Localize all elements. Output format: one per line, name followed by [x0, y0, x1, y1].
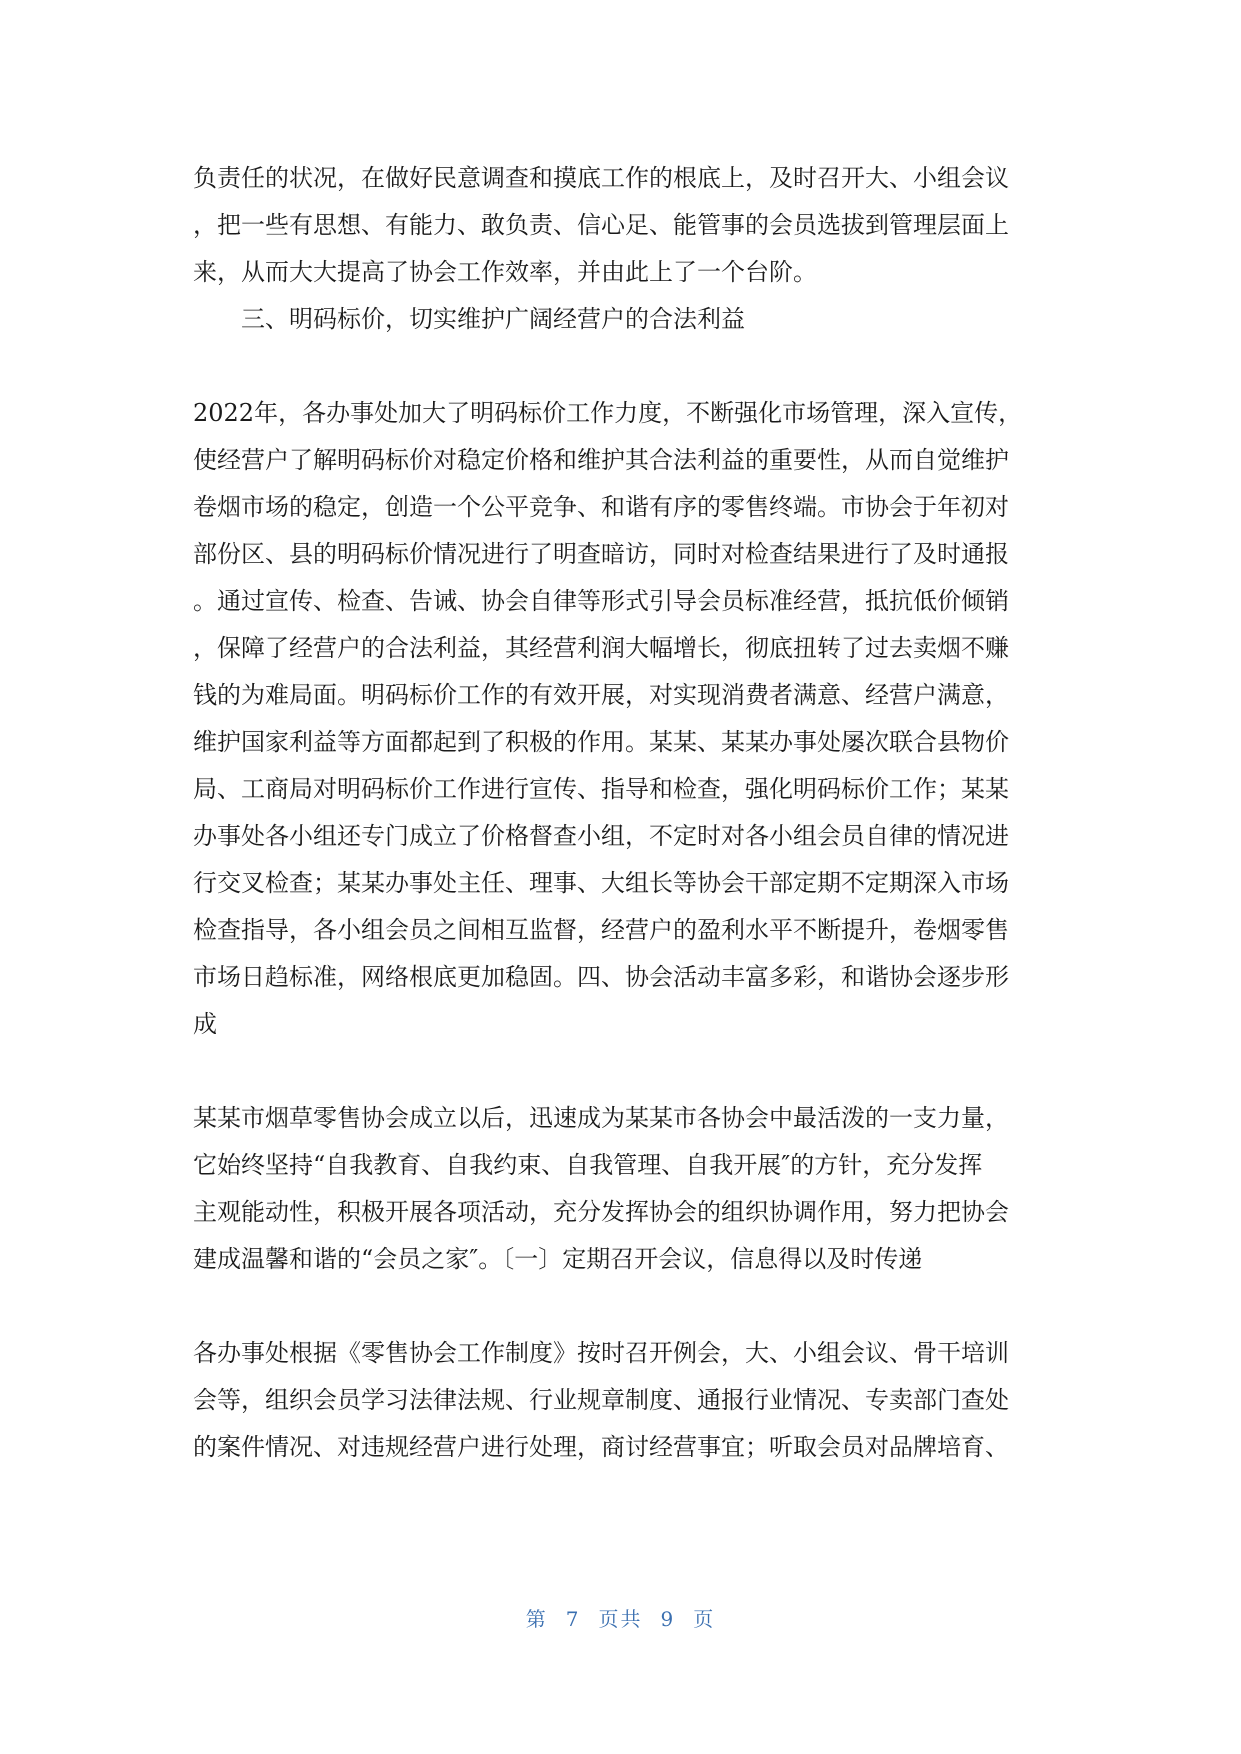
text-line: 钱的为难局面。明码标价工作的有效开展，对实现消费者满意、经营户满意， [193, 681, 1009, 709]
paragraph-3 [193, 1095, 1048, 1283]
paragraph-gap [193, 1048, 1048, 1095]
text-line: 会等，组织会员学习法律法规、行业规章制度、通报行业情况、专卖部门查处 [193, 1386, 1009, 1414]
paragraph-1 [193, 155, 1048, 296]
footer-prefix: 第 [525, 1607, 548, 1631]
text-line: 的案件情况、对违规经营户进行处理，商讨经营事宜；听取会员对品牌培育、 [193, 1433, 1009, 1461]
text-line: 各办事处根据《零售协会工作制度》按时召开例会，大、小组会议、骨干培训 [193, 1339, 1009, 1367]
current-page-number: 7 [565, 1607, 581, 1631]
text-line: 部份区、县的明码标价情况进行了明查暗访，同时对检查结果进行了及时通报 [193, 540, 1009, 568]
text-line: 市场日趋标准，网络根底更加稳固。四、协会活动丰富多彩，和谐协会逐步形 [193, 963, 1009, 991]
document-body [193, 155, 1048, 1471]
text-line: 主观能动性，积极开展各项活动，充分发挥协会的组织协调作用，努力把协会 [193, 1198, 1009, 1226]
text-line: 行交叉检查；某某办事处主任、理事、大组长等协会干部定期不定期深入市场 [193, 869, 1009, 897]
paragraph-2 [193, 390, 1048, 1048]
text-line: 。通过宣传、检查、告诫、协会自律等形式引导会员标准经营，抵抗低价倾销 [193, 587, 1009, 615]
text-line: 局、工商局对明码标价工作进行宣传、指导和检查，强化明码标价工作；某某 [193, 775, 1009, 803]
text-line: 卷烟市场的稳定，创造一个公平竞争、和谐有序的零售终端。市协会于年初对 [193, 493, 1009, 521]
footer-suffix: 页 [693, 1607, 716, 1631]
paragraph-gap [193, 1283, 1048, 1330]
text-line: ，把一些有思想、有能力、敢负责、信心足、能管事的会员选拔到管理层面上 [193, 211, 1009, 239]
total-page-count: 9 [660, 1607, 676, 1631]
footer-middle: 页共 [598, 1607, 643, 1631]
text-line: 某某市烟草零售协会成立以后，迅速成为某某市各协会中最活泼的一支力量， [193, 1104, 1009, 1132]
text-line: 成 [193, 1010, 217, 1038]
text-line: 它始终坚持“自我教育、自我约束、自我管理、自我开展″的方针，充分发挥 [193, 1151, 983, 1179]
text-line: 维护国家利益等方面都起到了积极的作用。某某、某某办事处屡次联合县物价 [193, 728, 1009, 756]
text-line: 负责任的状况，在做好民意调查和摸底工作的根底上，及时召开大、小组会议 [193, 164, 1009, 192]
text-line: 检查指导，各小组会员之间相互监督，经营户的盈利水平不断提升，卷烟零售 [193, 916, 1009, 944]
paragraph-gap [193, 343, 1048, 390]
text-line: 来，从而大大提高了协会工作效率，并由此上了一个台阶。 [193, 258, 817, 286]
text-line: 建成温馨和谐的“会员之家″。〔一〕定期召开会议，信息得以及时传递 [193, 1245, 923, 1273]
text-line: 办事处各小组还专门成立了价格督查小组，不定时对各小组会员自律的情况进 [193, 822, 1009, 850]
text-line: ，保障了经营户的合法利益，其经营利润大幅增长，彻底扭转了过去卖烟不赚 [193, 634, 1009, 662]
paragraph-4 [193, 1330, 1048, 1471]
page-footer [0, 1603, 1241, 1632]
text-line: 使经营户了解明码标价对稳定价格和维护其合法利益的重要性，从而自觉维护 [193, 446, 1009, 474]
section-heading-3: 三、明码标价，切实维护广阔经营户的合法利益 [241, 305, 745, 333]
text-line: 2022年，各办事处加大了明码标价工作力度，不断强化市场管理，深入宣传， [193, 399, 1023, 427]
